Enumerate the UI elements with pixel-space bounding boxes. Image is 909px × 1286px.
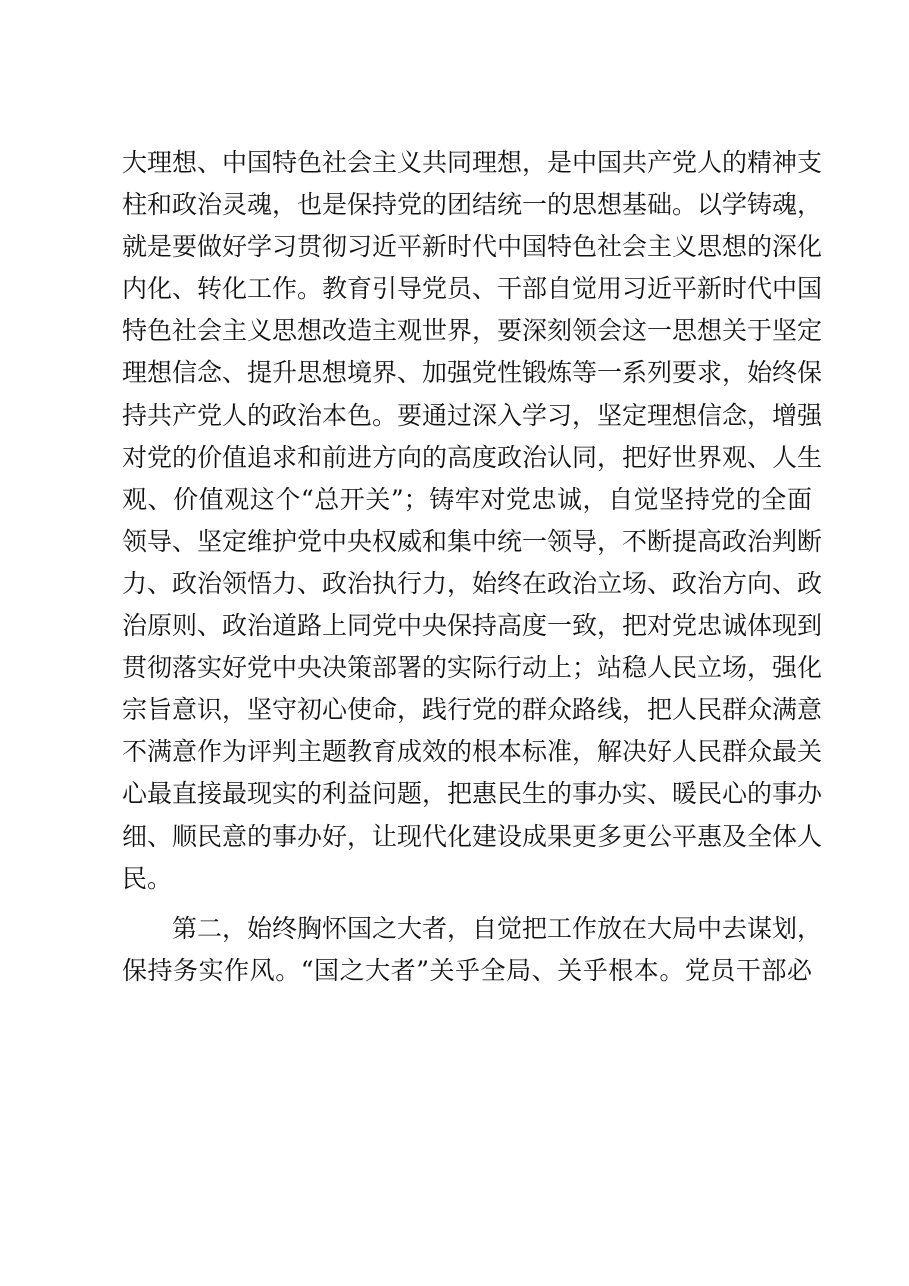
text-line: 心最直接最现实的利益问题，把惠民生的事办实、暖民心的事办 [122,779,823,809]
text-line: 细、顺民意的事办好，让现代化建设成果更多更公平惠及全体人 [122,821,823,851]
text-line: 宗旨意识，坚守初心使命，践行党的群众路线，把人民群众满意 [122,695,823,725]
text-line: 民。 [122,863,173,893]
text-line: 治原则、政治道路上同党中央保持高度一致，把对党忠诚体现到 [122,611,823,641]
paragraph-2 [122,908,823,992]
text-line: 第二，始终胸怀国之大者，自觉把工作放在大局中去谋划， [172,913,823,943]
text-line: 大理想、中国特色社会主义共同理想，是中国共产党人的精神支 [122,148,823,177]
text-line: 领导、坚定维护党中央权威和集中统一领导，不断提高政治判断 [122,526,823,556]
text-line: 观、价值观这个“总开关”；铸牢对党忠诚，自觉坚持党的全面 [122,484,812,514]
paragraph-gap [122,900,812,908]
text-line: 不满意作为评判主题教育成效的根本标准，解决好人民群众最关 [122,737,823,767]
text-line: 就是要做好学习贯彻习近平新时代中国特色社会主义思想的深化 [122,232,823,262]
text-line: 持共产党人的政治本色。要通过深入学习，坚定理想信念，增强 [122,400,823,430]
text-line: 对党的价值追求和前进方向的高度政治认同，把好世界观、人生 [122,442,823,472]
text-line: 理想信念、提升思想境界、加强党性锻炼等一系列要求，始终保 [122,358,823,388]
text-line: 柱和政治灵魂，也是保持党的团结统一的思想基础。以学铸魂， [122,190,823,220]
paragraph-1 [122,142,823,900]
text-line: 保持务实作风。“国之大者”关乎全局、关乎根本。党员干部必 [122,955,812,985]
text-line: 力、政治领悟力、政治执行力，始终在政治立场、政治方向、政 [122,568,823,598]
text-line: 特色社会主义思想改造主观世界，要深刻领会这一思想关于坚定 [122,316,823,346]
text-line: 贯彻落实好党中央决策部署的实际行动上；站稳人民立场，强化 [122,653,823,683]
text-line: 内化、转化工作。教育引导党员、干部自觉用习近平新时代中国 [122,274,823,304]
body-text [122,142,823,992]
